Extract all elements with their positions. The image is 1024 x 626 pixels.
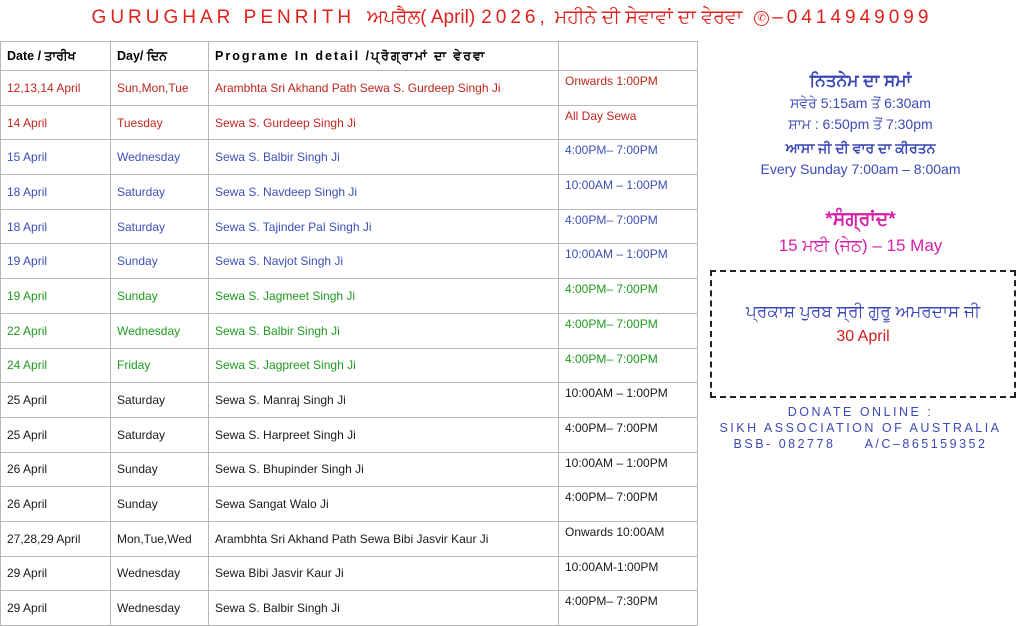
year: 2026,: [481, 7, 549, 28]
prakash-purab-date: 30 April: [836, 328, 890, 345]
header-title-punjabi: ਮਹੀਨੇ ਦੀ ਸੇਵਾਵਾਂ ਦਾ ਵੇਰਵਾ: [554, 7, 743, 28]
page-header: [0, 0, 1024, 36]
donate-heading: DONATE ONLINE :: [787, 405, 934, 419]
cell-day: Saturday: [111, 175, 209, 210]
cell-day: Saturday: [111, 209, 209, 244]
cell-day: Sunday: [111, 244, 209, 279]
sangrand-date: 15 ਮਈ (ਜੇਠ) – 15 May: [778, 236, 943, 255]
donate-info: [697, 404, 1024, 452]
cell-program: Sewa Bibi Jasvir Kaur Ji: [209, 556, 559, 591]
cell-time: 10:00AM – 1:00PM: [559, 244, 698, 279]
cell-date: 12,13,14 April: [1, 71, 111, 106]
cell-date: 18 April: [1, 175, 111, 210]
cell-time: 10:00AM – 1:00PM: [559, 175, 698, 210]
cell-time: 10:00AM – 1:00PM: [559, 452, 698, 487]
cell-time: 4:00PM– 7:30PM: [559, 591, 698, 626]
table-row: [1, 452, 698, 487]
cell-program: Sewa Sangat Walo Ji: [209, 487, 559, 522]
table-row: [1, 313, 698, 348]
table-row: [1, 348, 698, 383]
cell-time: 4:00PM– 7:00PM: [559, 209, 698, 244]
asa-di-var-time: Every Sunday 7:00am – 8:00am: [760, 161, 961, 177]
col-header-date: Date / ਤਾਰੀਖ: [1, 42, 111, 71]
cell-date: 25 April: [1, 383, 111, 418]
nitnem-morning: ਸਵੇਰੇ 5:15am ਤੋਂ 6:30am: [790, 95, 931, 111]
cell-program: Sewa S. Balbir Singh Ji: [209, 140, 559, 175]
nitnem-section: [697, 69, 1024, 180]
cell-date: 26 April: [1, 452, 111, 487]
cell-time: 10:00AM-1:00PM: [559, 556, 698, 591]
cell-date: 24 April: [1, 348, 111, 383]
cell-time: 4:00PM– 7:00PM: [559, 313, 698, 348]
sangrand-section: [697, 207, 1024, 259]
cell-time: 4:00PM– 7:00PM: [559, 348, 698, 383]
table-header-row: [1, 42, 698, 71]
cell-program: Arambhta Sri Akhand Path Sewa Bibi Jasvir Kaur Ji: [209, 521, 559, 556]
prakash-purab-title: ਪ੍ਰਕਾਸ਼ ਪੁਰਬ ਸ੍ਰੀ ਗੁਰੂ ਅਮਰਦਾਸ ਜੀ: [745, 302, 981, 321]
cell-day: Wednesday: [111, 140, 209, 175]
cell-program: Sewa S. Jagpreet Singh Ji: [209, 348, 559, 383]
col-header-time: [559, 42, 698, 71]
table-row: [1, 105, 698, 140]
cell-day: Wednesday: [111, 556, 209, 591]
cell-date: 18 April: [1, 209, 111, 244]
cell-time: All Day Sewa: [559, 105, 698, 140]
table-row: [1, 556, 698, 591]
table-row: [1, 140, 698, 175]
prakash-purab-box: [710, 270, 1016, 398]
cell-program: Sewa S. Navjot Singh Ji: [209, 244, 559, 279]
phone-icon: ✆: [754, 11, 769, 26]
table-row: [1, 71, 698, 106]
cell-program: Sewa S. Balbir Singh Ji: [209, 313, 559, 348]
cell-date: 19 April: [1, 279, 111, 314]
cell-date: 14 April: [1, 105, 111, 140]
org-name: GURUGHAR PENRITH: [91, 7, 356, 28]
cell-program: Sewa S. Tajinder Pal Singh Ji: [209, 209, 559, 244]
cell-date: 15 April: [1, 140, 111, 175]
cell-date: 25 April: [1, 417, 111, 452]
cell-program: Sewa S. Balbir Singh Ji: [209, 591, 559, 626]
cell-day: Saturday: [111, 417, 209, 452]
nitnem-evening: ਸ਼ਾਮ : 6:50pm ਤੋਂ 7:30pm: [788, 116, 933, 132]
cell-date: 29 April: [1, 591, 111, 626]
cell-date: 22 April: [1, 313, 111, 348]
cell-time: Onwards 10:00AM: [559, 521, 698, 556]
cell-date: 19 April: [1, 244, 111, 279]
cell-program: Sewa S. Gurdeep Singh Ji: [209, 105, 559, 140]
cell-time: 4:00PM– 7:00PM: [559, 140, 698, 175]
table-row: [1, 383, 698, 418]
sangrand-title: *ਸੰਗ੍ਰਾਂਦ*: [825, 209, 896, 230]
cell-time: 4:00PM– 7:00PM: [559, 487, 698, 522]
cell-day: Friday: [111, 348, 209, 383]
table-row: [1, 209, 698, 244]
table-row: [1, 279, 698, 314]
cell-program: Sewa S. Jagmeet Singh Ji: [209, 279, 559, 314]
table-row: [1, 175, 698, 210]
cell-day: Saturday: [111, 383, 209, 418]
phone-number: –0414949099: [772, 7, 933, 28]
cell-time: 4:00PM– 7:00PM: [559, 279, 698, 314]
table-row: [1, 487, 698, 522]
info-panel: [697, 41, 1024, 576]
nitnem-title: ਨਿਤਨੇਮ ਦਾ ਸਮਾਂ: [809, 71, 912, 90]
cell-day: Sunday: [111, 487, 209, 522]
cell-day: Mon,Tue,Wed: [111, 521, 209, 556]
cell-day: Sun,Mon,Tue: [111, 71, 209, 106]
cell-time: 4:00PM– 7:00PM: [559, 417, 698, 452]
table-row: [1, 591, 698, 626]
cell-program: Sewa S. Manraj Singh Ji: [209, 383, 559, 418]
col-header-program: Programe In detail /ਪ੍ਰੋਗ੍ਰਾਮਾਂ ਦਾ ਵੇਰਵਾ: [209, 42, 559, 71]
month-english: ( April): [420, 7, 476, 28]
asa-di-var-title: ਆਸਾ ਜੀ ਦੀ ਵਾਰ ਦਾ ਕੀਰਤਨ: [785, 140, 936, 156]
col-header-day: Day/ ਦਿਨ: [111, 42, 209, 71]
donate-org: SIKH ASSOCIATION OF AUSTRALIA: [719, 421, 1002, 435]
cell-day: Sunday: [111, 452, 209, 487]
month-punjabi: ਅਪਰੈਲ: [367, 7, 421, 28]
cell-day: Wednesday: [111, 313, 209, 348]
cell-date: 29 April: [1, 556, 111, 591]
cell-day: Wednesday: [111, 591, 209, 626]
cell-day: Sunday: [111, 279, 209, 314]
cell-time: Onwards 1:00PM: [559, 71, 698, 106]
cell-time: 10:00AM – 1:00PM: [559, 383, 698, 418]
table-row: [1, 417, 698, 452]
cell-day: Tuesday: [111, 105, 209, 140]
cell-program: Sewa S. Navdeep Singh Ji: [209, 175, 559, 210]
cell-program: Sewa S. Bhupinder Singh Ji: [209, 452, 559, 487]
cell-date: 26 April: [1, 487, 111, 522]
schedule-table: [0, 41, 698, 626]
table-row: [1, 244, 698, 279]
cell-date: 27,28,29 April: [1, 521, 111, 556]
cell-program: Arambhta Sri Akhand Path Sewa S. Gurdeep Singh Ji: [209, 71, 559, 106]
donate-bank-details: BSB- 082778 A/C–865159352: [733, 437, 988, 451]
cell-program: Sewa S. Harpreet Singh Ji: [209, 417, 559, 452]
table-row: [1, 521, 698, 556]
